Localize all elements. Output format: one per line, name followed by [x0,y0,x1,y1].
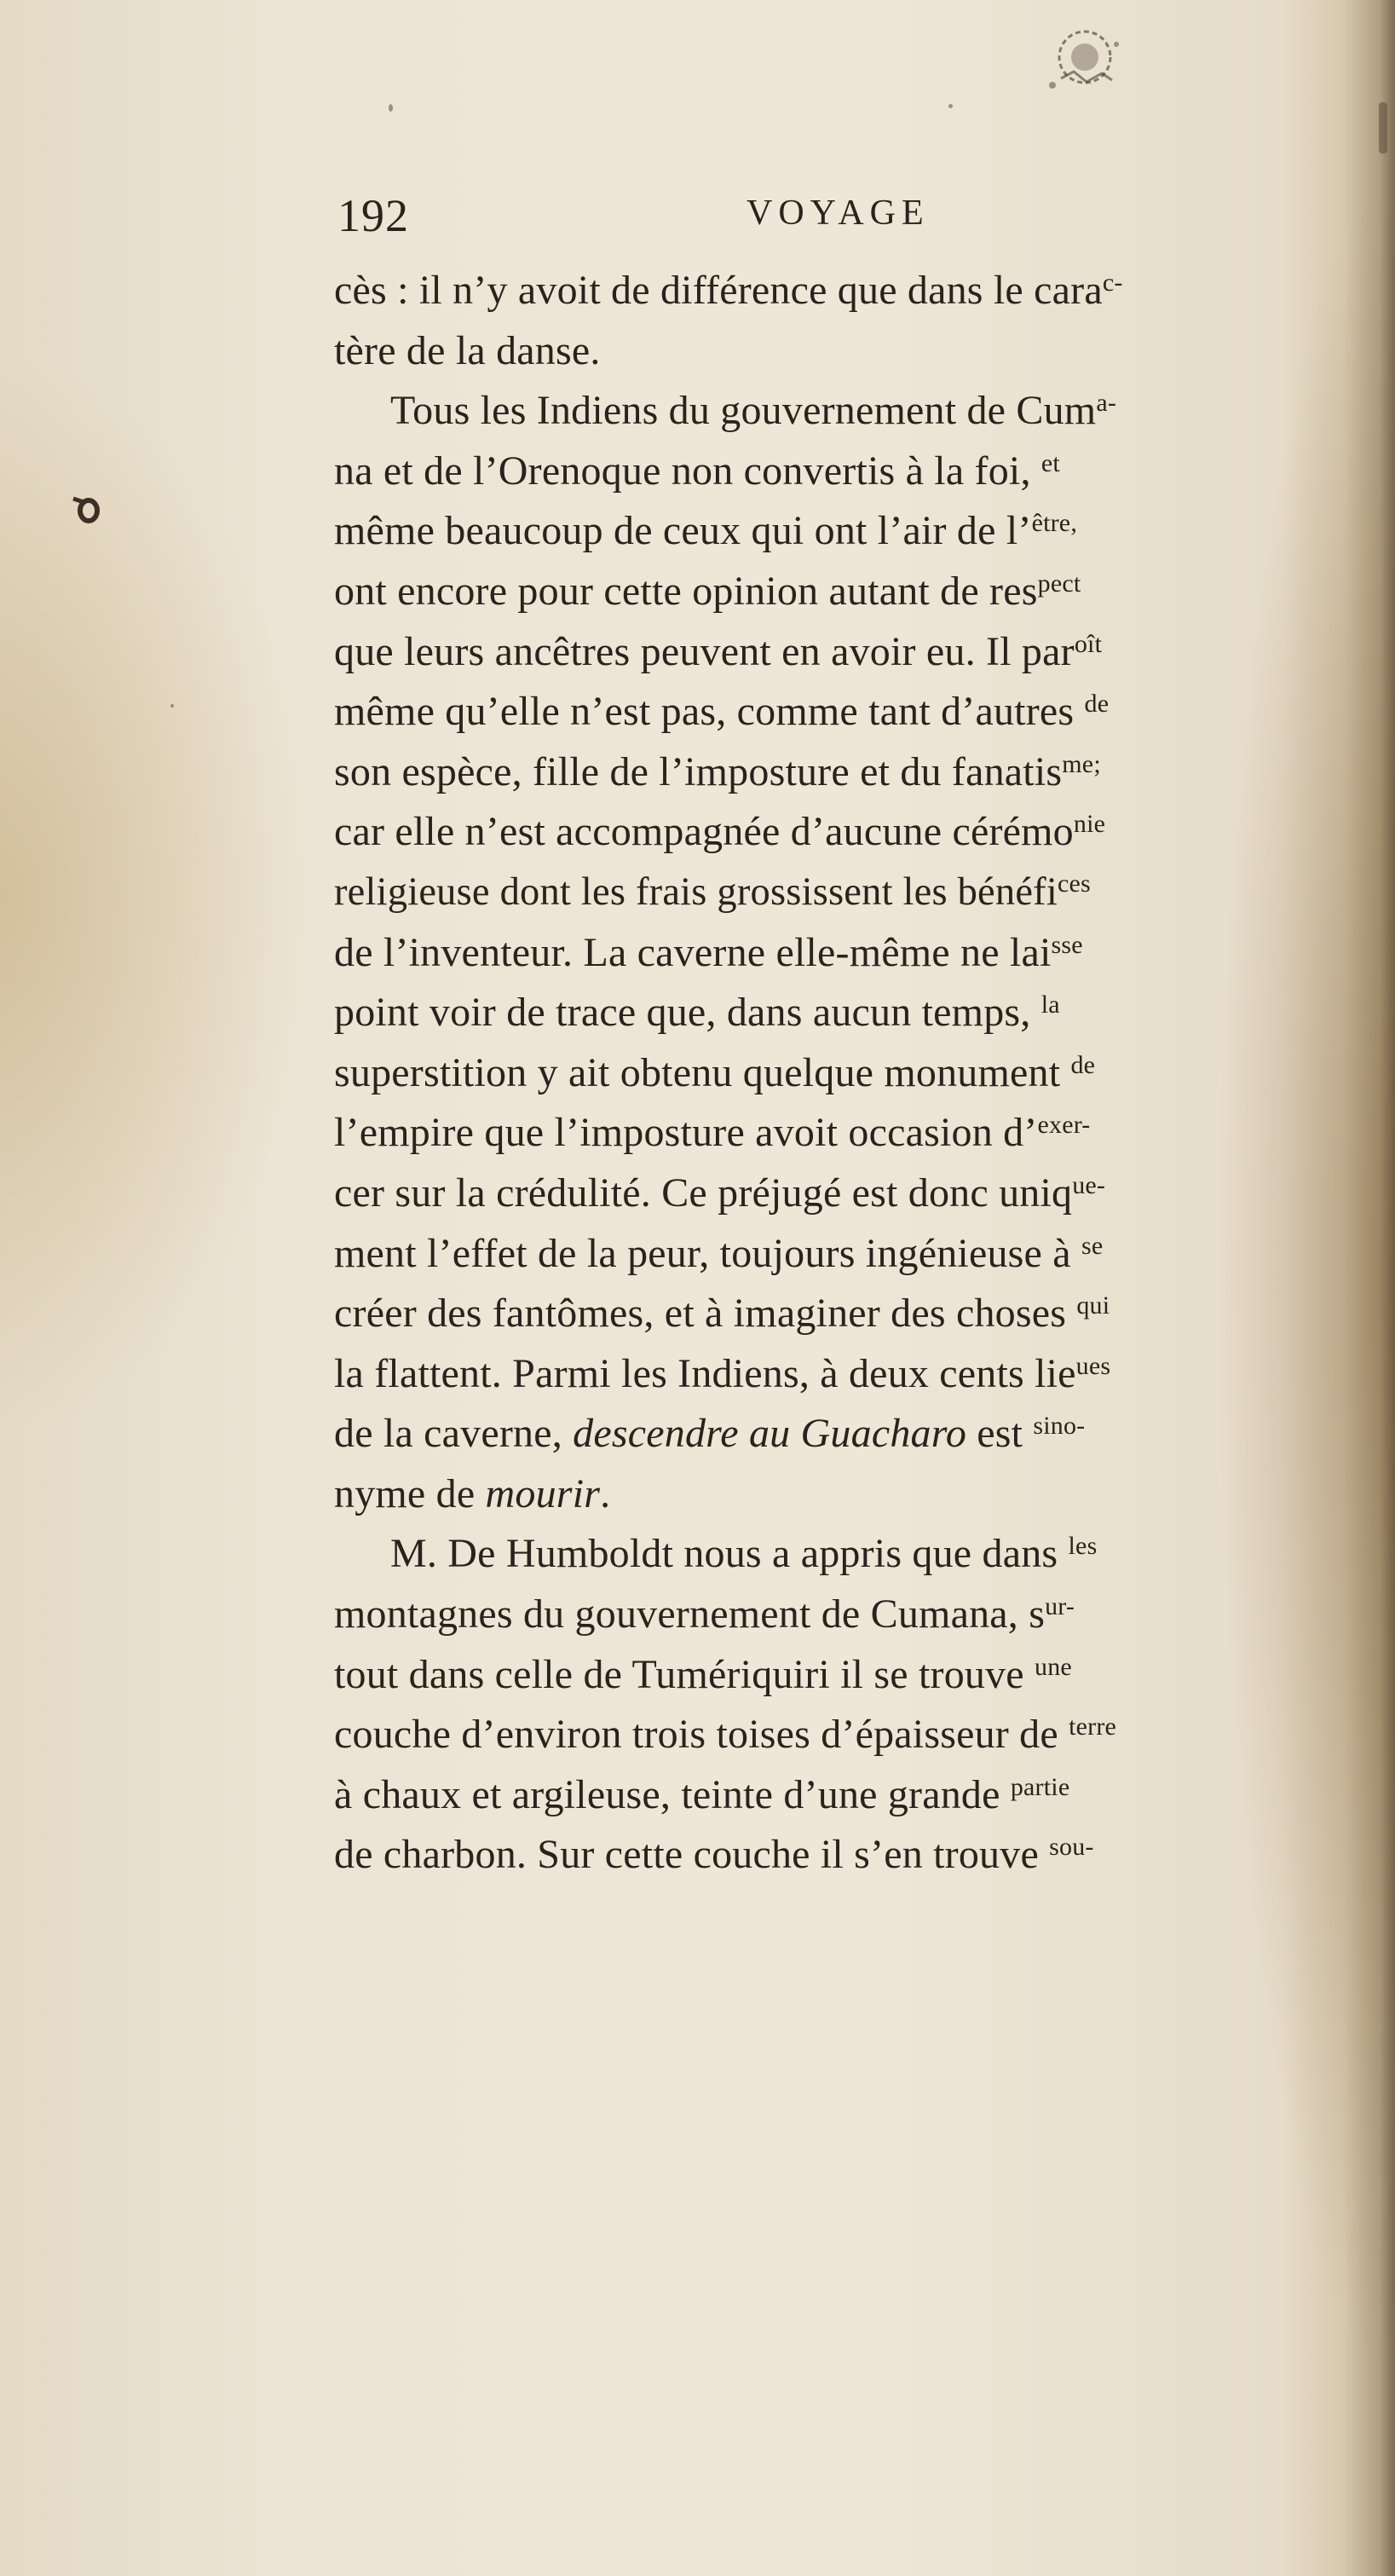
line-text: la flattent. Parmi les Indiens, à deux cents lie [334,1350,1076,1396]
line-end-superscript: me; [1062,749,1101,778]
line-end-superscript: ces [1057,869,1091,898]
line-text: cer sur la crédulité. Ce préjugé est donc uniq [334,1170,1073,1216]
text-line [334,1765,1369,1826]
line-text: que leurs ancêtres peuvent en avoir eu. Il par [334,628,1075,674]
text-line [334,1705,1369,1765]
line-end-superscript: sino- [1033,1412,1086,1441]
text-line [334,1224,1369,1285]
line-end-superscript: se [1081,1231,1104,1260]
line-text: point voir de trace que, dans aucun temps, [334,990,1031,1036]
line-end-superscript: qui [1076,1291,1110,1320]
line-end-superscript: terre [1069,1713,1117,1741]
text-line [334,682,1369,742]
line-text: l’empire que l’imposture avoit occasion d’ [334,1110,1038,1156]
text-line [334,1164,1369,1224]
line-end-superscript: a- [1096,389,1117,418]
line-end-superscript: ues [1075,1351,1111,1380]
line-text: superstition y ait obtenu quelque monument [334,1049,1061,1095]
line-text: même qu’elle n’est pas, comme tant d’autres [334,689,1075,735]
paper-speck [948,104,953,108]
text-line [334,1103,1369,1164]
line-text: est [966,1411,1034,1457]
line-end-superscript: sou- [1049,1833,1094,1862]
line-end-superscript: une [1035,1652,1072,1681]
line-text: religieuse dont les frais grossissent les bénéfi [334,869,1058,914]
line-text: montagnes du gouvernement de Cumana, s [334,1591,1046,1637]
line-text: Tous les Indiens du gouvernement de Cum [390,388,1097,434]
line-end-superscript: ur- [1045,1592,1075,1621]
text-line [334,983,1369,1043]
library-stamp-icon [1027,19,1138,113]
line-end-superscript: nie [1073,810,1106,839]
line-text: na et de l’Orenoque non convertis à la foi, [334,448,1031,494]
line-end-superscript: de [1070,1050,1096,1079]
text-line [334,501,1369,562]
line-end-superscript: la [1040,991,1060,1019]
body-text [334,261,1369,1886]
line-text: de l’inventeur. La caverne elle-même ne lai [334,929,1052,975]
line-text: M. De Humboldt nous a appris que dans [390,1531,1058,1577]
line-text: . [600,1470,611,1516]
paragraph-start-line [334,381,1369,442]
line-text: de la caverne, [334,1411,574,1457]
text-line [334,622,1369,683]
text-line [334,321,1369,382]
line-end-superscript: les [1068,1532,1098,1561]
text-line [334,1464,1369,1525]
text-line [334,1825,1369,1886]
text-line [334,1645,1369,1706]
text-line [334,1404,1369,1464]
line-text: tère de la danse. [334,327,601,373]
line-end-superscript: être, [1031,509,1078,538]
line-text: à chaux et argileuse, teinte d’une grande [334,1771,1000,1817]
line-end-superscript: sse [1051,930,1083,959]
line-end-superscript: de [1084,690,1110,719]
line-text: couche d’environ trois toises d’épaisseur de [334,1712,1058,1758]
text-line [334,802,1369,863]
line-end-superscript: exer- [1037,1111,1091,1140]
paper-speck [1379,102,1387,153]
line-end-superscript: partie [1010,1772,1070,1801]
line-text: tout dans celle de Tumériquiri il se trouve [334,1651,1024,1697]
line-end-superscript: oît [1074,629,1103,658]
line-end-superscript: c- [1102,269,1123,297]
line-text: de charbon. Sur cette couche il s’en trouve [334,1832,1039,1878]
italic-word: mourir [485,1470,601,1516]
line-text: créer des fantômes, et à imaginer des choses [334,1291,1067,1337]
line-text: ment l’effet de la peur, toujours ingénieuse à [334,1230,1071,1276]
text-line [334,923,1369,984]
paper-speck [170,704,174,708]
line-text: cès : il n’y avoit de différence que dans le cara [334,268,1103,313]
text-line [334,1585,1369,1645]
text-line [334,863,1369,923]
text-line [334,1284,1369,1344]
running-head: VOYAGE [746,193,930,233]
page-header [337,189,1369,249]
margin-ink-mark [68,490,104,526]
line-text: ont encore pour cette opinion autant de res [334,568,1038,614]
italic-phrase: descendre au Guacharo [573,1411,967,1457]
line-end-superscript: et [1040,448,1060,477]
line-text: nyme de [334,1470,486,1516]
page-number: 192 [337,190,409,241]
text-line [334,1344,1369,1405]
text-line [334,1043,1369,1104]
line-text: même beaucoup de ceux qui ont l’air de l’ [334,508,1032,554]
text-line [334,442,1369,502]
line-end-superscript: pect [1037,569,1081,598]
paper-speck [389,104,393,112]
paragraph-start-line [334,1524,1369,1585]
line-end-superscript: ue- [1072,1170,1106,1199]
line-text: son espèce, fille de l’imposture et du fanatis [334,748,1063,794]
text-line [334,742,1369,803]
text-line [334,562,1369,622]
text-line [334,261,1369,321]
line-text: car elle n’est accompagnée d’aucune cérémo [334,809,1074,855]
